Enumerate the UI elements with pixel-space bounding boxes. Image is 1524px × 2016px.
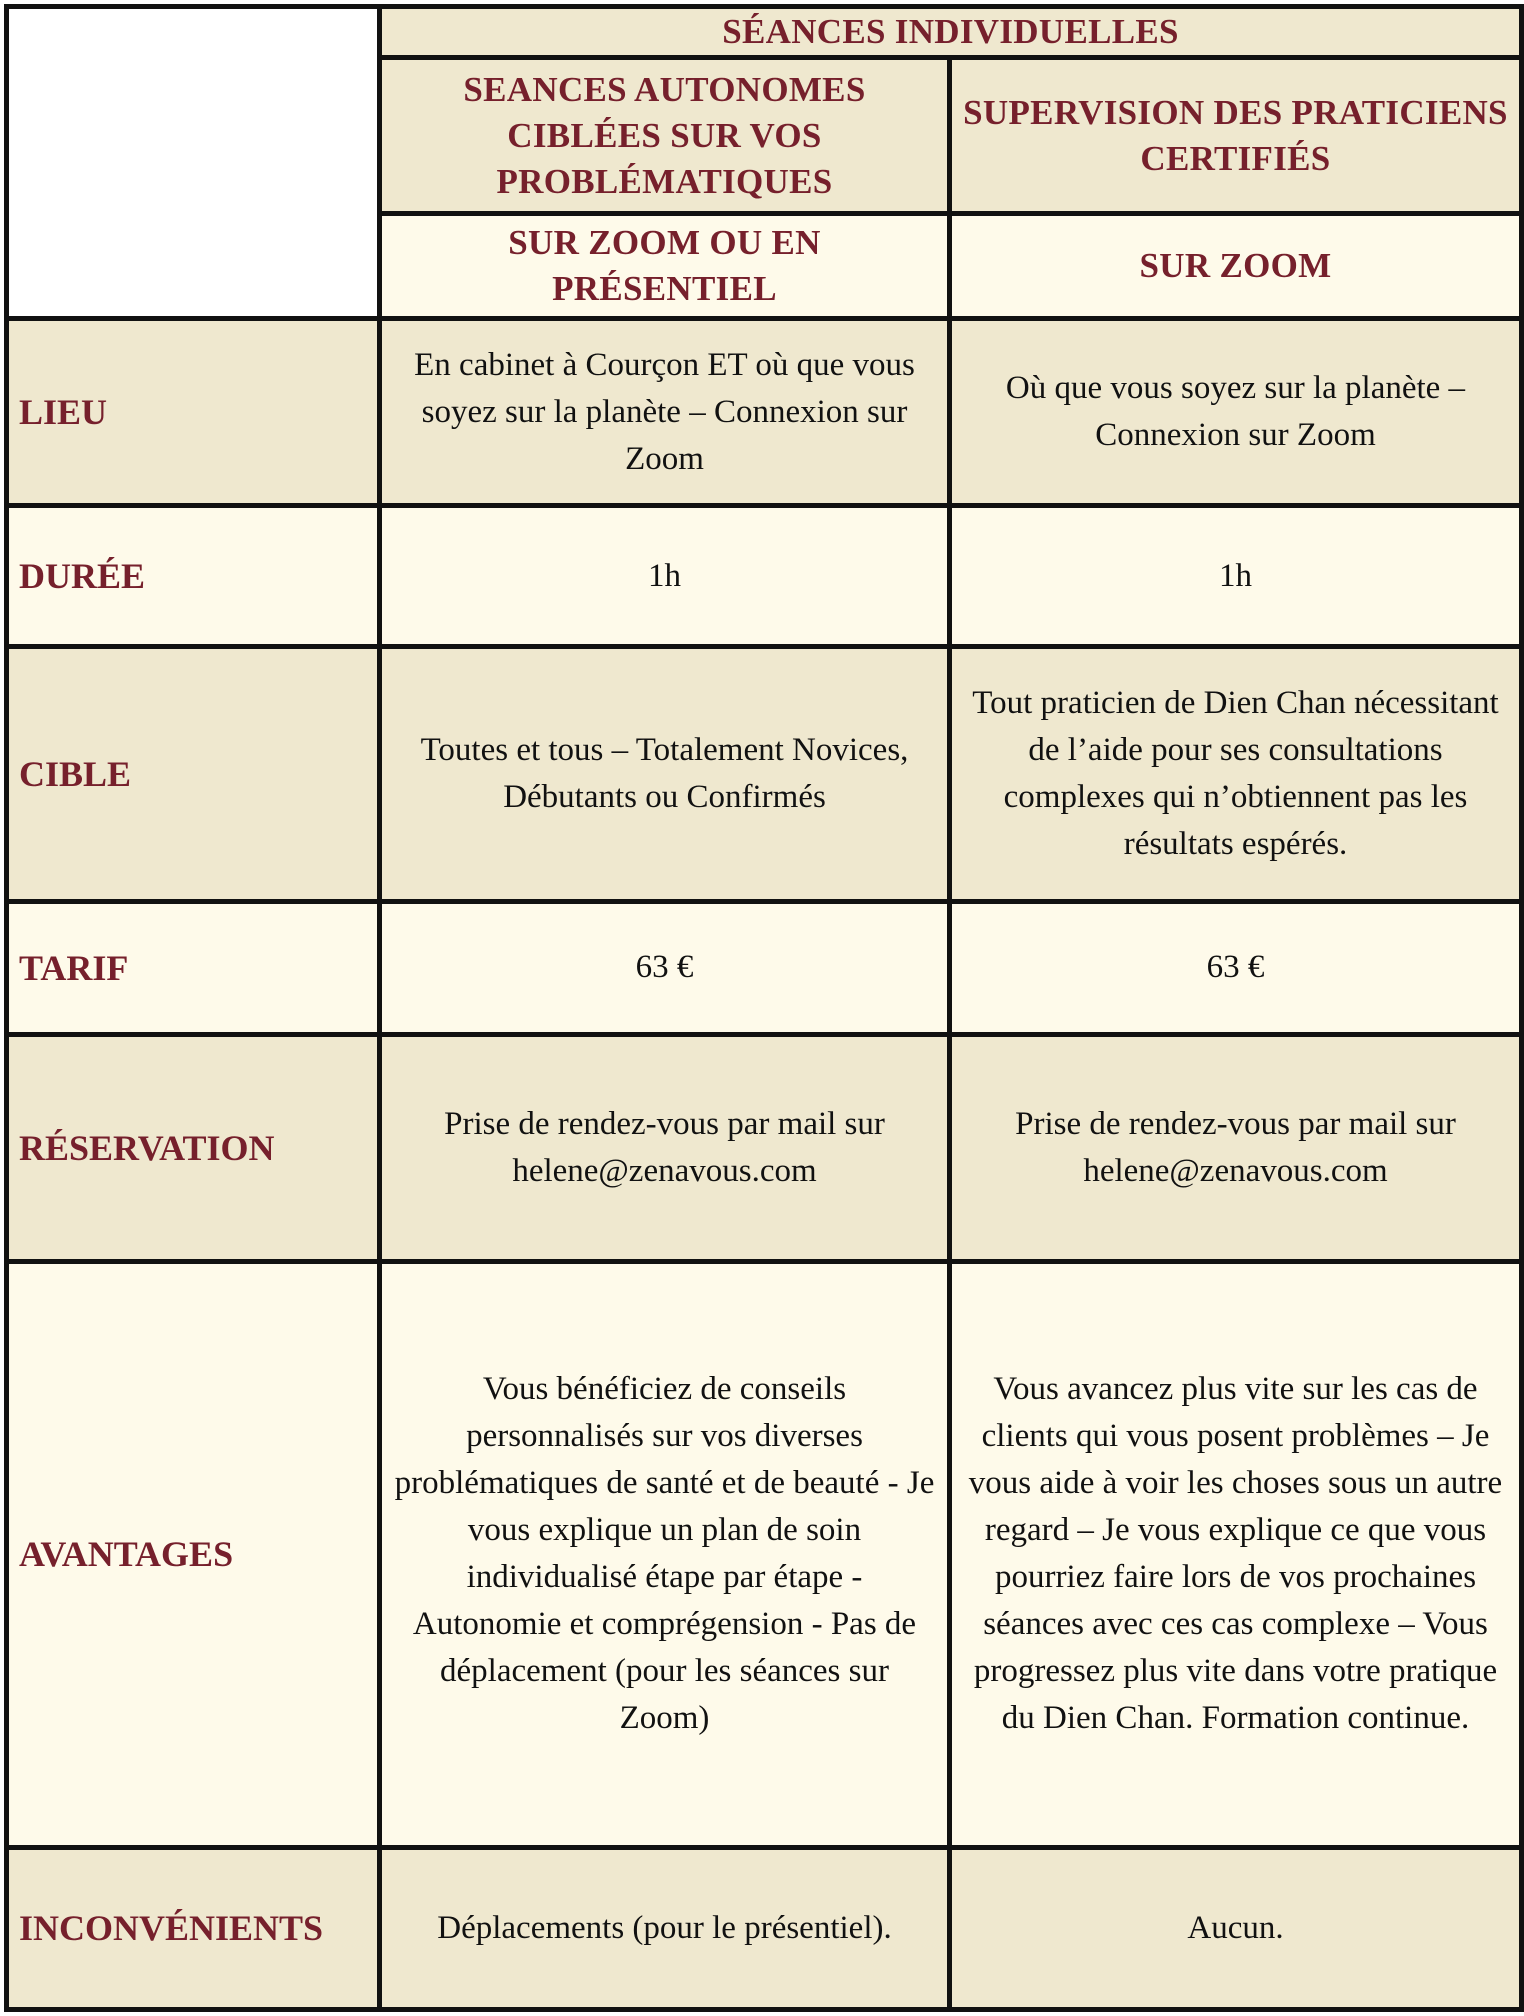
cible-col1: Toutes et tous – Totalement Novices, Débutants ou Confirmés	[380, 646, 950, 901]
duree-col1: 1h	[380, 506, 950, 646]
cible-col2: Tout praticien de Dien Chan nécessitant de l’aide pour ses consultations complexes qui n’obtiennent pas les résultats espérés.	[950, 646, 1522, 901]
header-row-group	[7, 7, 1522, 58]
row-duree	[7, 506, 1522, 646]
inconvenients-col2: Aucun.	[950, 1847, 1522, 2009]
corner-empty-cell	[7, 7, 380, 319]
reservation-col2: Prise de rendez-vous par mail sur helene@zenavous.com	[950, 1034, 1522, 1261]
row-label-cible: CIBLE	[7, 646, 380, 901]
lieu-col2: Où que vous soyez sur la planète – Connexion sur Zoom	[950, 319, 1522, 506]
col2-mode: SUR ZOOM	[950, 214, 1522, 319]
tarif-col2: 63 €	[950, 901, 1522, 1034]
duree-col2: 1h	[950, 506, 1522, 646]
avantages-col1: Vous bénéficiez de conseils personnalisés sur vos diverses problématiques de santé et de beauté - Je vous explique un plan de soin individualisé étape par étape - Autonomie et comprégension - Pas de déplacement (pour les séances sur Zoom)	[380, 1262, 950, 1848]
col2-title: SUPERVISION DES PRATICIENS CERTIFIÉS	[950, 58, 1522, 214]
row-inconvenients	[7, 1847, 1522, 2009]
avantages-col2: Vous avancez plus vite sur les cas de clients qui vous posent problèmes – Je vous aide à voir les choses sous un autre regard – Je vous explique ce que vous pourriez faire lors de vos prochaines séances avec ces cas complexe – Vous progressez plus vite dans votre pratique du Dien Chan. Formation continue.	[950, 1262, 1522, 1848]
col1-title: SEANCES AUTONOMES CIBLÉES SUR VOS PROBLÉMATIQUES	[380, 58, 950, 214]
row-avantages	[7, 1262, 1522, 1848]
inconvenients-col1: Déplacements (pour le présentiel).	[380, 1847, 950, 2009]
row-label-avantages: AVANTAGES	[7, 1262, 380, 1848]
row-lieu	[7, 319, 1522, 506]
row-cible	[7, 646, 1522, 901]
col1-mode: SUR ZOOM OU EN PRÉSENTIEL	[380, 214, 950, 319]
row-label-lieu: LIEU	[7, 319, 380, 506]
row-tarif	[7, 901, 1522, 1034]
reservation-col1: Prise de rendez-vous par mail sur helene@zenavous.com	[380, 1034, 950, 1261]
lieu-col1: En cabinet à Courçon ET où que vous soyez sur la planète – Connexion sur Zoom	[380, 319, 950, 506]
tarif-col1: 63 €	[380, 901, 950, 1034]
row-reservation	[7, 1034, 1522, 1261]
row-label-tarif: TARIF	[7, 901, 380, 1034]
comparison-table	[4, 4, 1524, 2012]
row-label-inconvenients: INCONVÉNIENTS	[7, 1847, 380, 2009]
row-label-reservation: RÉSERVATION	[7, 1034, 380, 1261]
group-title: SÉANCES INDIVIDUELLES	[380, 7, 1522, 58]
row-label-duree: DURÉE	[7, 506, 380, 646]
